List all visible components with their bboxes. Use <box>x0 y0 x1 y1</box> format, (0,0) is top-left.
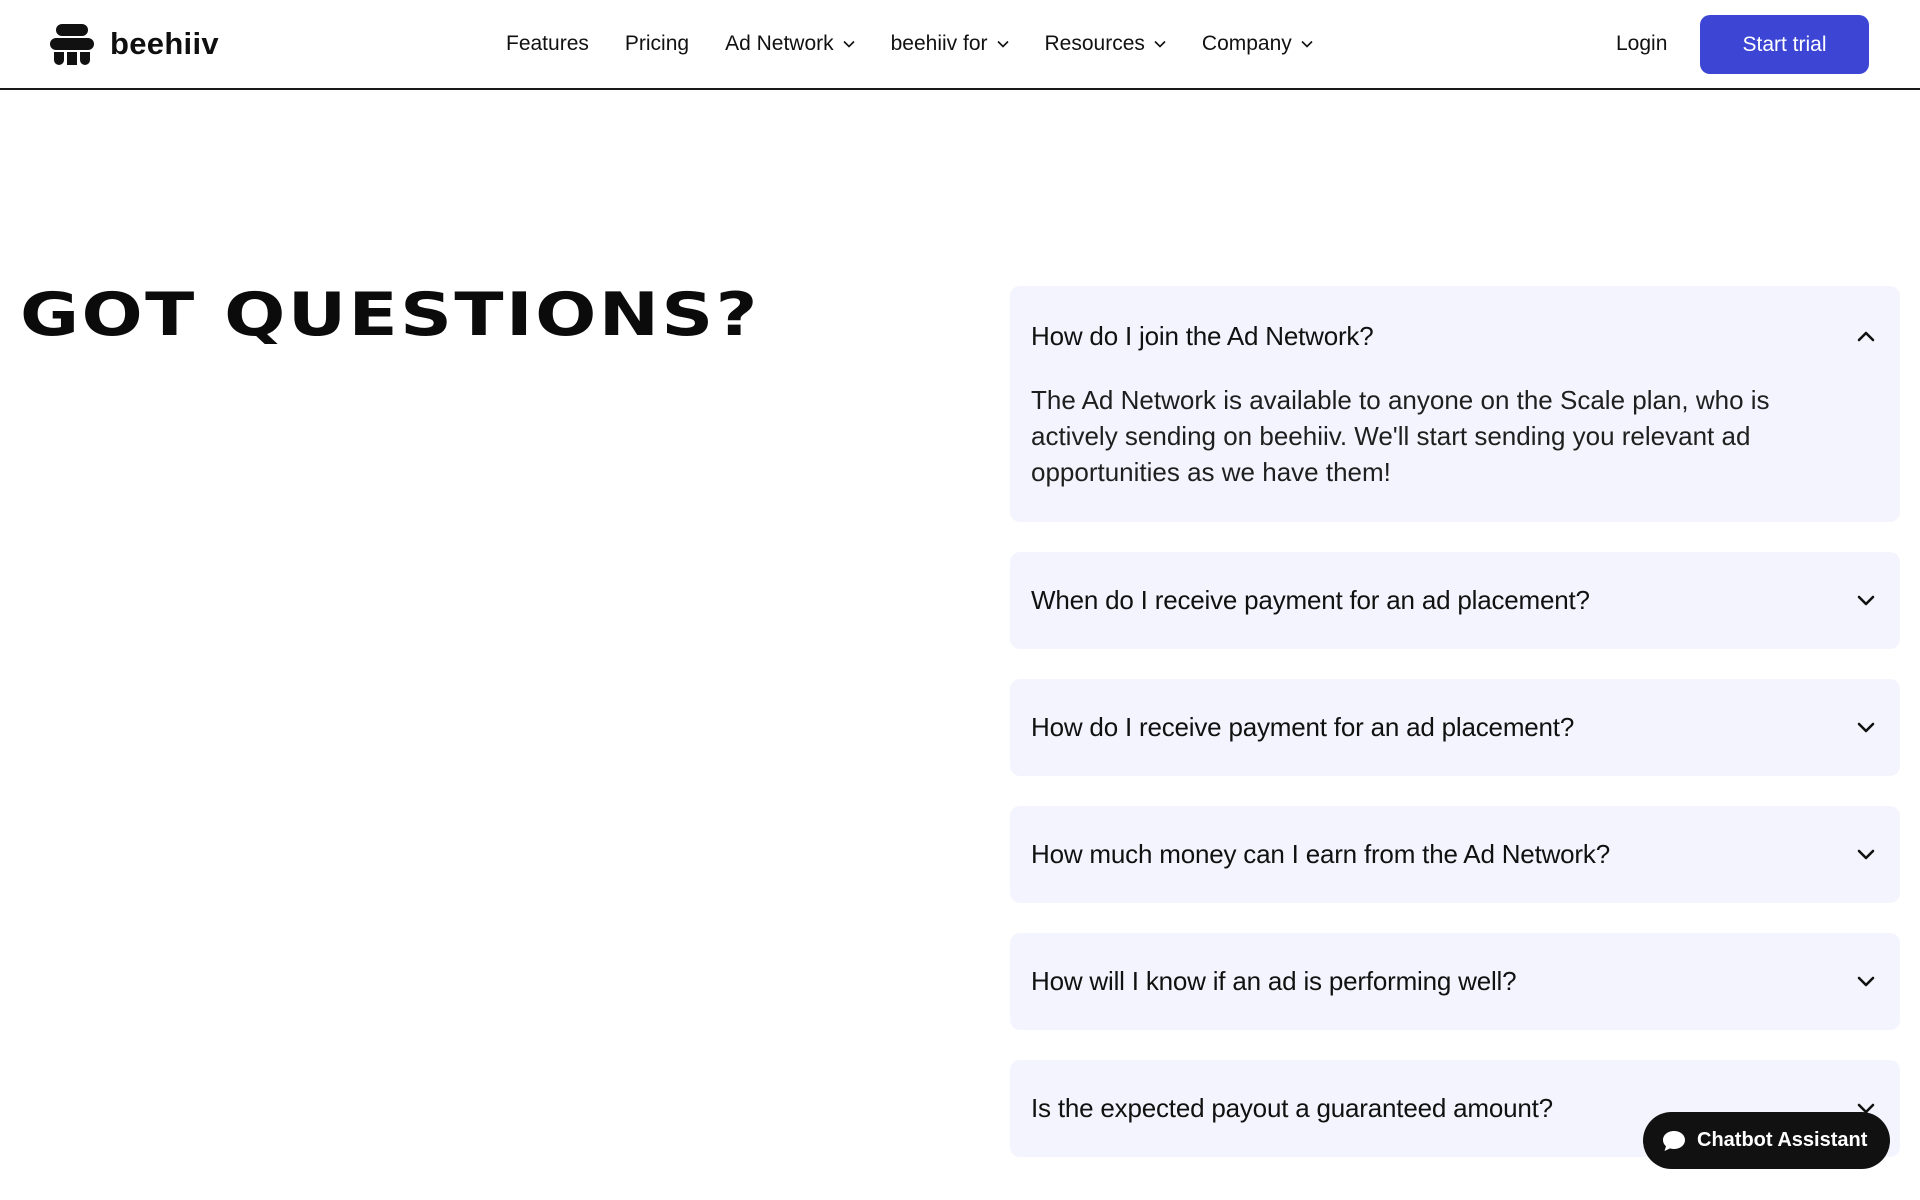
login-link[interactable]: Login <box>1616 32 1668 55</box>
chevron-down-icon <box>1301 40 1313 48</box>
faq-list <box>1010 286 1900 1187</box>
faq-question-button[interactable] <box>1010 552 1900 649</box>
faq-question: How do I receive payment for an ad placement? <box>1031 712 1575 742</box>
nav-label: Company <box>1201 32 1292 55</box>
nav-label: Features <box>506 32 589 55</box>
nav-item-company[interactable] <box>1202 32 1313 56</box>
chevron-down-icon[interactable] <box>1856 848 1876 862</box>
faq-question: How will I know if an ad is performing well? <box>1031 966 1517 996</box>
site-header <box>0 0 1920 90</box>
faq-question: How much money can I earn from the Ad Network? <box>1031 839 1610 869</box>
nav-item-beehiiv-for[interactable] <box>891 32 1009 56</box>
faq-heading: GOT QUESTIONS? <box>20 280 760 350</box>
beehive-logo-icon <box>50 22 94 66</box>
faq-question: When do I receive payment for an ad placement? <box>1031 585 1590 615</box>
brand-name: beehiiv <box>110 26 219 61</box>
faq-item <box>1010 806 1900 903</box>
nav-label: Ad Network <box>725 32 834 55</box>
faq-question-button[interactable] <box>1010 806 1900 903</box>
faq-item <box>1010 552 1900 649</box>
faq-question: How do I join the Ad Network? <box>1031 320 1374 351</box>
chevron-down-icon[interactable] <box>1856 975 1876 989</box>
faq-question-button[interactable] <box>1010 933 1900 1030</box>
chevron-down-icon <box>997 40 1009 48</box>
faq-question-button[interactable] <box>1010 679 1900 776</box>
nav-item-features[interactable] <box>506 32 589 56</box>
chat-bubble-icon <box>1661 1129 1687 1153</box>
start-trial-button[interactable]: Start trial <box>1700 15 1869 74</box>
faq-answer: The Ad Network is available to anyone on the Scale plan, who is actively sending on beehiiv. We'll start sending you relevant ad opportunities as we have them! <box>1031 385 1770 487</box>
nav-item-ad-network[interactable] <box>725 32 855 56</box>
nav-label: beehiiv for <box>890 32 988 55</box>
nav-label: Resources <box>1044 32 1145 55</box>
faq-item <box>1010 286 1900 522</box>
nav-item-pricing[interactable] <box>625 32 689 56</box>
chevron-down-icon <box>843 40 855 48</box>
nav-label: Pricing <box>624 32 690 55</box>
faq-item <box>1010 933 1900 1030</box>
faq-question-button[interactable] <box>1010 286 1900 386</box>
chatbot-assistant-button[interactable] <box>1643 1112 1890 1169</box>
chatbot-label: Chatbot Assistant <box>1697 1129 1868 1151</box>
nav-item-resources[interactable] <box>1045 32 1166 56</box>
chevron-down-icon <box>1154 40 1166 48</box>
faq-item <box>1010 679 1900 776</box>
main-nav <box>506 0 1349 88</box>
chevron-up-icon[interactable] <box>1856 329 1876 343</box>
faq-question: Is the expected payout a guaranteed amount? <box>1031 1093 1553 1123</box>
brand-logo[interactable] <box>50 22 219 66</box>
chevron-down-icon[interactable] <box>1856 721 1876 735</box>
chevron-down-icon[interactable] <box>1856 594 1876 608</box>
